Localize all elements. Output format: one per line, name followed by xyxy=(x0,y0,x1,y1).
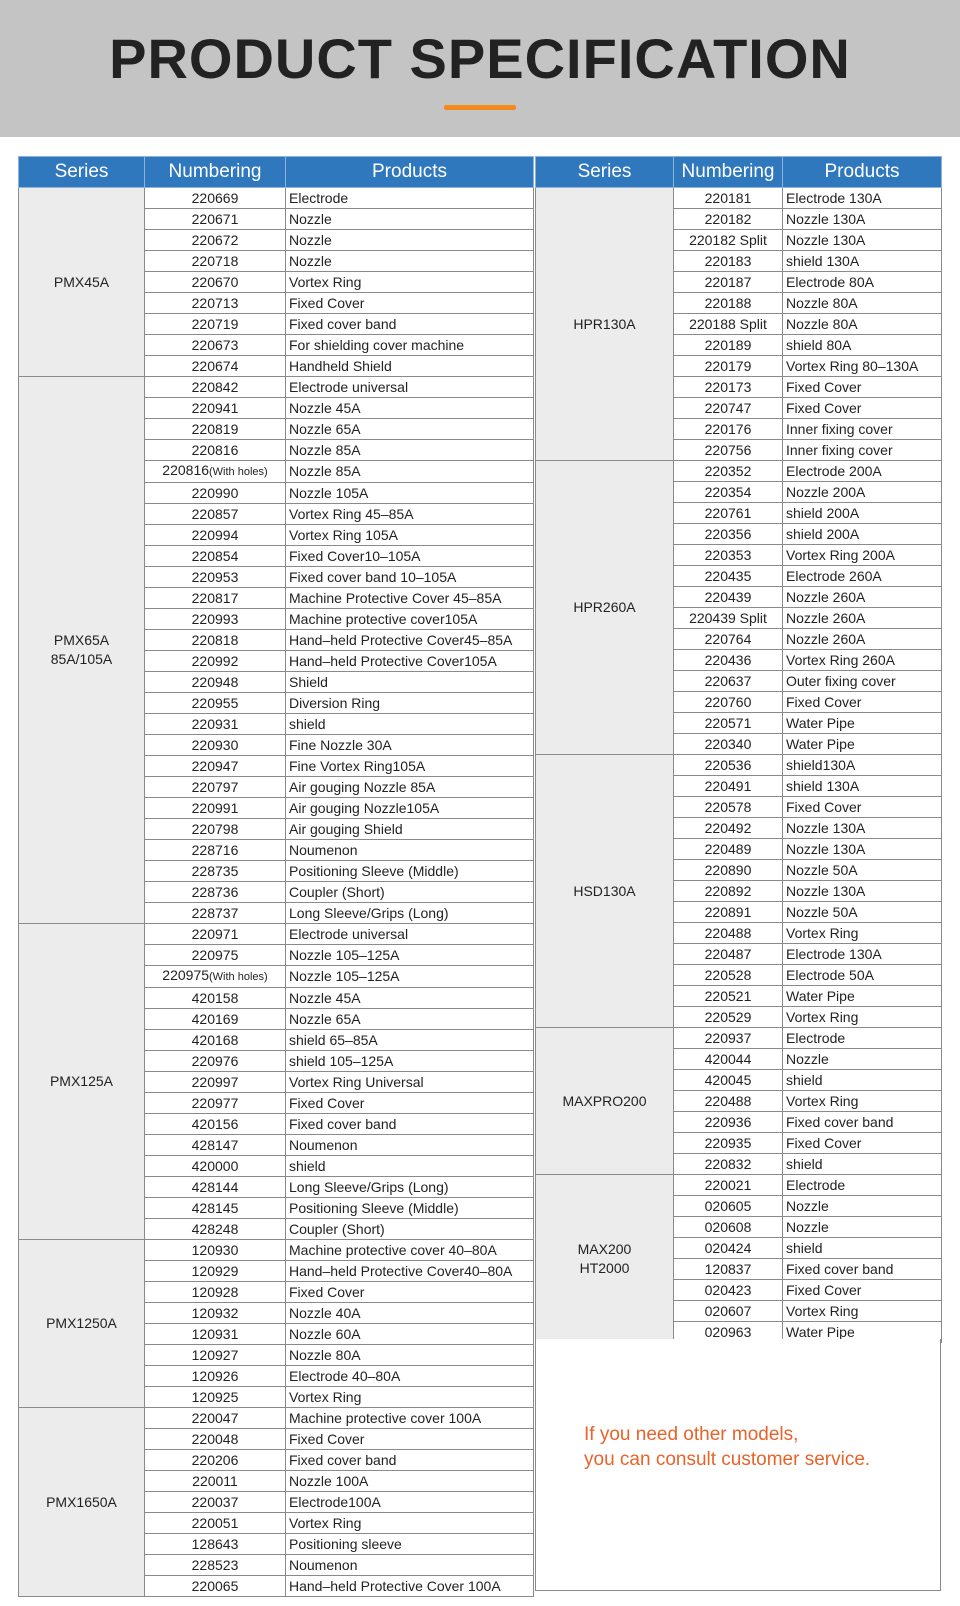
series-name: PMX1650A xyxy=(46,1493,117,1510)
product-cell: Electrode 80A xyxy=(783,272,942,293)
numbering-cell: 220993 xyxy=(145,609,286,630)
product-cell: For shielding cover machine xyxy=(286,335,534,356)
product-cell: Machine protective cover 100A xyxy=(286,1408,534,1429)
numbering-cell: 220718 xyxy=(145,251,286,272)
numbering-cell: 220528 xyxy=(674,965,783,986)
numbering-cell: 228716 xyxy=(145,840,286,861)
product-cell: Hand–held Protective Cover 100A xyxy=(286,1576,534,1597)
product-cell: Coupler (Short) xyxy=(286,1219,534,1240)
product-cell: Vortex Ring 260A xyxy=(783,650,942,671)
product-cell: Water Pipe xyxy=(783,986,942,1007)
product-cell: Nozzle 260A xyxy=(783,608,942,629)
numbering-cell xyxy=(145,966,286,988)
table-row xyxy=(536,188,942,209)
numbering-cell: 220048 xyxy=(145,1429,286,1450)
numbering-cell: 220206 xyxy=(145,1450,286,1471)
numbering-cell: 220797 xyxy=(145,777,286,798)
numbering-cell: 220857 xyxy=(145,504,286,525)
numbering-cell: 020608 xyxy=(674,1217,783,1238)
product-cell: shield xyxy=(286,714,534,735)
numbering-cell: 220188 xyxy=(674,293,783,314)
numbering-cell: 220179 xyxy=(674,356,783,377)
product-cell: Nozzle 105A xyxy=(286,483,534,504)
product-cell: Long Sleeve/Grips (Long) xyxy=(286,1177,534,1198)
numbering-cell: 220936 xyxy=(674,1112,783,1133)
numbering-cell: 220764 xyxy=(674,629,783,650)
series-header: Series xyxy=(19,157,145,188)
product-cell: Electrode xyxy=(783,1028,942,1049)
series-cell xyxy=(536,1028,674,1175)
numbering-cell: 220713 xyxy=(145,293,286,314)
product-cell: Nozzle 105–125A xyxy=(286,966,534,988)
right-spec-table xyxy=(535,156,942,1343)
numbering-cell: 120925 xyxy=(145,1387,286,1408)
series-cell xyxy=(19,377,145,924)
numbering-cell: 220994 xyxy=(145,525,286,546)
numbering-header: Numbering xyxy=(145,157,286,188)
product-cell: Nozzle 65A xyxy=(286,419,534,440)
table-header-row xyxy=(536,157,942,188)
numbering-cell: 120927 xyxy=(145,1345,286,1366)
product-cell: Nozzle 130A xyxy=(783,230,942,251)
numbering-cell: 120926 xyxy=(145,1366,286,1387)
product-cell: Fixed Cover xyxy=(783,692,942,713)
product-cell: Nozzle xyxy=(783,1049,942,1070)
numbering-cell: 220491 xyxy=(674,776,783,797)
numbering-cell: 220489 xyxy=(674,839,783,860)
numbering-cell: 420156 xyxy=(145,1114,286,1135)
product-cell: Electrode xyxy=(286,188,534,209)
series-name: 85A/105A xyxy=(50,651,113,667)
numbering-cell: 220719 xyxy=(145,314,286,335)
product-cell: Nozzle 130A xyxy=(783,209,942,230)
numbering-cell: 220756 xyxy=(674,440,783,461)
series-name: PMX65A xyxy=(53,632,110,648)
numbering-cell: 220488 xyxy=(674,1091,783,1112)
numbering-cell: 220183 xyxy=(674,251,783,272)
product-cell: Nozzle 100A xyxy=(286,1471,534,1492)
part-number-note: (With holes) xyxy=(209,466,268,478)
numbering-cell: 220931 xyxy=(145,714,286,735)
product-cell: Hand–held Protective Cover40–80A xyxy=(286,1261,534,1282)
product-cell: Nozzle 130A xyxy=(783,818,942,839)
numbering-cell: 220189 xyxy=(674,335,783,356)
numbering-cell: 120932 xyxy=(145,1303,286,1324)
table-row xyxy=(536,1028,942,1049)
numbering-cell: 220529 xyxy=(674,1007,783,1028)
product-cell: Vortex Ring xyxy=(783,1091,942,1112)
numbering-cell: 220674 xyxy=(145,356,286,377)
numbering-cell: 228737 xyxy=(145,903,286,924)
numbering-cell xyxy=(145,461,286,483)
product-cell: shield xyxy=(783,1238,942,1259)
numbering-cell: 228735 xyxy=(145,861,286,882)
series-name: HT2000 xyxy=(579,1259,630,1276)
product-cell: Nozzle 60A xyxy=(286,1324,534,1345)
table-row xyxy=(536,461,942,482)
numbering-cell: 220819 xyxy=(145,419,286,440)
table-row xyxy=(536,1175,942,1196)
product-cell: shield 80A xyxy=(783,335,942,356)
table-row xyxy=(19,188,534,209)
product-cell: shield 105–125A xyxy=(286,1051,534,1072)
product-cell: Water Pipe xyxy=(783,1322,942,1343)
product-cell: Fixed cover band xyxy=(286,1450,534,1471)
product-cell: Fixed cover band xyxy=(783,1112,942,1133)
numbering-cell: 220761 xyxy=(674,503,783,524)
product-cell: Nozzle 105–125A xyxy=(286,945,534,966)
product-cell: Nozzle 260A xyxy=(783,629,942,650)
product-cell: Noumenon xyxy=(286,840,534,861)
numbering-cell: 220670 xyxy=(145,272,286,293)
numbering-cell: 220977 xyxy=(145,1093,286,1114)
numbering-cell: 220487 xyxy=(674,944,783,965)
series-cell xyxy=(536,1175,674,1343)
product-cell: Nozzle xyxy=(286,251,534,272)
numbering-cell: 220439 Split xyxy=(674,608,783,629)
numbering-cell: 220818 xyxy=(145,630,286,651)
numbering-header: Numbering xyxy=(674,157,783,188)
product-cell: shield xyxy=(783,1070,942,1091)
numbering-cell: 220997 xyxy=(145,1072,286,1093)
note-box xyxy=(535,1339,941,1591)
numbering-cell: 020424 xyxy=(674,1238,783,1259)
product-cell: Machine protective cover105A xyxy=(286,609,534,630)
product-cell: Nozzle xyxy=(286,230,534,251)
numbering-cell: 220890 xyxy=(674,860,783,881)
page-title: PRODUCT SPECIFICATION xyxy=(109,27,851,90)
product-cell: shield xyxy=(783,1154,942,1175)
customer-service-note xyxy=(584,1422,870,1472)
series-name: HPR130A xyxy=(573,315,636,332)
numbering-cell: 220181 xyxy=(674,188,783,209)
numbering-cell: 220672 xyxy=(145,230,286,251)
numbering-cell: 428144 xyxy=(145,1177,286,1198)
numbering-cell: 220891 xyxy=(674,902,783,923)
numbering-cell: 220047 xyxy=(145,1408,286,1429)
numbering-cell: 220065 xyxy=(145,1576,286,1597)
product-cell: Fixed Cover xyxy=(286,1429,534,1450)
numbering-cell: 220354 xyxy=(674,482,783,503)
product-cell: Air gouging Nozzle105A xyxy=(286,798,534,819)
numbering-cell: 420169 xyxy=(145,1009,286,1030)
numbering-cell: 220176 xyxy=(674,419,783,440)
series-cell xyxy=(536,188,674,461)
product-cell: Positioning Sleeve (Middle) xyxy=(286,1198,534,1219)
series-name: PMX125A xyxy=(49,1073,114,1089)
product-cell: Electrode universal xyxy=(286,377,534,398)
numbering-cell: 220941 xyxy=(145,398,286,419)
numbering-cell: 220173 xyxy=(674,377,783,398)
product-cell: Vortex Ring 200A xyxy=(783,545,942,566)
product-cell: Long Sleeve/Grips (Long) xyxy=(286,903,534,924)
product-cell: Nozzle 130A xyxy=(783,839,942,860)
numbering-cell: 120930 xyxy=(145,1240,286,1261)
series-cell xyxy=(19,1240,145,1408)
table-row xyxy=(19,1408,534,1429)
product-cell: Positioning sleeve xyxy=(286,1534,534,1555)
numbering-cell: 220935 xyxy=(674,1133,783,1154)
product-cell: Diversion Ring xyxy=(286,693,534,714)
numbering-cell: 220051 xyxy=(145,1513,286,1534)
numbering-cell: 020607 xyxy=(674,1301,783,1322)
product-cell: Handheld Shield xyxy=(286,356,534,377)
product-cell: Fixed Cover xyxy=(286,293,534,314)
product-cell: Vortex Ring xyxy=(286,272,534,293)
product-cell: Coupler (Short) xyxy=(286,882,534,903)
product-cell: Hand–held Protective Cover45–85A xyxy=(286,630,534,651)
numbering-cell: 220356 xyxy=(674,524,783,545)
product-cell: shield 200A xyxy=(783,524,942,545)
product-cell: Vortex Ring 105A xyxy=(286,525,534,546)
numbering-cell: 220521 xyxy=(674,986,783,1007)
numbering-cell: 428147 xyxy=(145,1135,286,1156)
numbering-cell: 220937 xyxy=(674,1028,783,1049)
product-cell: Outer fixing cover xyxy=(783,671,942,692)
product-cell: Nozzle 50A xyxy=(783,902,942,923)
numbering-cell: 128643 xyxy=(145,1534,286,1555)
product-cell: Electrode xyxy=(783,1175,942,1196)
product-cell: Vortex Ring 80–130A xyxy=(783,356,942,377)
numbering-cell: 420158 xyxy=(145,988,286,1009)
numbering-cell: 220832 xyxy=(674,1154,783,1175)
product-cell: Fixed Cover xyxy=(783,1133,942,1154)
numbering-cell: 220991 xyxy=(145,798,286,819)
numbering-cell: 220798 xyxy=(145,819,286,840)
product-cell: Fine Vortex Ring105A xyxy=(286,756,534,777)
product-cell: Noumenon xyxy=(286,1555,534,1576)
product-cell: Fixed cover band 10–105A xyxy=(286,567,534,588)
product-cell: shield xyxy=(286,1156,534,1177)
numbering-cell: 420045 xyxy=(674,1070,783,1091)
product-cell: Water Pipe xyxy=(783,713,942,734)
part-number-note: (With holes) xyxy=(209,971,268,983)
numbering-cell: 220669 xyxy=(145,188,286,209)
table-header-row xyxy=(19,157,534,188)
product-cell: Vortex Ring xyxy=(783,923,942,944)
part-number: 220816 xyxy=(162,462,210,478)
product-cell: Electrode 40–80A xyxy=(286,1366,534,1387)
numbering-cell: 220436 xyxy=(674,650,783,671)
table-row xyxy=(536,755,942,776)
product-cell: Noumenon xyxy=(286,1135,534,1156)
product-cell: shield 130A xyxy=(783,251,942,272)
series-name: PMX1250A xyxy=(46,1315,117,1331)
series-name: PMX45A xyxy=(53,273,110,290)
numbering-cell: 220975 xyxy=(145,945,286,966)
product-cell: Inner fixing cover xyxy=(783,419,942,440)
product-cell: Air gouging Nozzle 85A xyxy=(286,777,534,798)
numbering-cell: 420000 xyxy=(145,1156,286,1177)
numbering-cell: 220011 xyxy=(145,1471,286,1492)
numbering-cell: 228736 xyxy=(145,882,286,903)
table-row xyxy=(19,924,534,945)
product-cell: Fixed Cover xyxy=(783,377,942,398)
product-cell: shield 200A xyxy=(783,503,942,524)
product-cell: Fixed cover band xyxy=(783,1259,942,1280)
product-cell: Nozzle xyxy=(783,1217,942,1238)
numbering-cell: 220992 xyxy=(145,651,286,672)
product-cell: Nozzle 85A xyxy=(286,461,534,483)
product-cell: Vortex Ring Universal xyxy=(286,1072,534,1093)
left-spec-table xyxy=(18,156,534,1597)
numbering-cell: 220947 xyxy=(145,756,286,777)
table-row xyxy=(19,377,534,398)
product-cell: Water Pipe xyxy=(783,734,942,755)
table-row xyxy=(19,1240,534,1261)
product-cell: Electrode 130A xyxy=(783,944,942,965)
numbering-cell: 220353 xyxy=(674,545,783,566)
product-cell: Electrode 260A xyxy=(783,566,942,587)
product-cell: shield 65–85A xyxy=(286,1030,534,1051)
numbering-cell: 220492 xyxy=(674,818,783,839)
product-cell: Nozzle 40A xyxy=(286,1303,534,1324)
product-cell: Vortex Ring xyxy=(783,1301,942,1322)
product-cell: Nozzle 45A xyxy=(286,988,534,1009)
product-cell: Fixed Cover xyxy=(783,1280,942,1301)
product-cell: Fixed Cover10–105A xyxy=(286,546,534,567)
numbering-cell: 120837 xyxy=(674,1259,783,1280)
numbering-cell: 220021 xyxy=(674,1175,783,1196)
product-cell: Fixed cover band xyxy=(286,1114,534,1135)
numbering-cell: 220990 xyxy=(145,483,286,504)
numbering-cell: 220037 xyxy=(145,1492,286,1513)
product-cell: Fine Nozzle 30A xyxy=(286,735,534,756)
product-cell: Air gouging Shield xyxy=(286,819,534,840)
numbering-cell: 220930 xyxy=(145,735,286,756)
numbering-cell: 220816 xyxy=(145,440,286,461)
product-cell: Electrode 50A xyxy=(783,965,942,986)
products-header: Products xyxy=(783,157,942,188)
numbering-cell: 428248 xyxy=(145,1219,286,1240)
numbering-cell: 420168 xyxy=(145,1030,286,1051)
product-cell: Nozzle 80A xyxy=(783,293,942,314)
product-cell: Nozzle 85A xyxy=(286,440,534,461)
product-cell: Nozzle 80A xyxy=(286,1345,534,1366)
numbering-cell: 228523 xyxy=(145,1555,286,1576)
product-cell: Vortex Ring 45–85A xyxy=(286,504,534,525)
numbering-cell: 420044 xyxy=(674,1049,783,1070)
numbering-cell: 220571 xyxy=(674,713,783,734)
product-cell: Vortex Ring xyxy=(286,1387,534,1408)
product-cell: Nozzle 45A xyxy=(286,398,534,419)
numbering-cell: 428145 xyxy=(145,1198,286,1219)
numbering-cell: 220536 xyxy=(674,755,783,776)
numbering-cell: 220673 xyxy=(145,335,286,356)
products-header: Products xyxy=(286,157,534,188)
numbering-cell: 020423 xyxy=(674,1280,783,1301)
product-cell: Vortex Ring xyxy=(783,1007,942,1028)
numbering-cell: 220955 xyxy=(145,693,286,714)
series-cell xyxy=(19,188,145,377)
numbering-cell: 220352 xyxy=(674,461,783,482)
numbering-cell: 220971 xyxy=(145,924,286,945)
numbering-cell: 220760 xyxy=(674,692,783,713)
product-cell: Fixed Cover xyxy=(783,797,942,818)
part-number: 220975 xyxy=(162,967,210,983)
product-cell: Shield xyxy=(286,672,534,693)
product-cell: Nozzle xyxy=(783,1196,942,1217)
series-header: Series xyxy=(536,157,674,188)
product-cell: Electrode 130A xyxy=(783,188,942,209)
product-cell: Machine protective cover 40–80A xyxy=(286,1240,534,1261)
product-cell: Nozzle 200A xyxy=(783,482,942,503)
numbering-cell: 220842 xyxy=(145,377,286,398)
product-cell: Nozzle 50A xyxy=(783,860,942,881)
product-cell: Vortex Ring xyxy=(286,1513,534,1534)
numbering-cell: 220854 xyxy=(145,546,286,567)
series-cell xyxy=(536,461,674,755)
series-name: MAX200 xyxy=(577,1240,632,1257)
product-cell: Fixed cover band xyxy=(286,314,534,335)
product-cell: Hand–held Protective Cover105A xyxy=(286,651,534,672)
numbering-cell: 220671 xyxy=(145,209,286,230)
numbering-cell: 220948 xyxy=(145,672,286,693)
numbering-cell: 220747 xyxy=(674,398,783,419)
numbering-cell: 220953 xyxy=(145,567,286,588)
product-cell: Electrode100A xyxy=(286,1492,534,1513)
product-cell: Positioning Sleeve (Middle) xyxy=(286,861,534,882)
numbering-cell: 220637 xyxy=(674,671,783,692)
numbering-cell: 220182 Split xyxy=(674,230,783,251)
product-cell: Nozzle 80A xyxy=(783,314,942,335)
numbering-cell: 220439 xyxy=(674,587,783,608)
numbering-cell: 020963 xyxy=(674,1322,783,1343)
note-line: If you need other models, xyxy=(584,1424,799,1445)
product-cell: shield130A xyxy=(783,755,942,776)
numbering-cell: 120929 xyxy=(145,1261,286,1282)
product-cell: Machine Protective Cover 45–85A xyxy=(286,588,534,609)
product-cell: Electrode 200A xyxy=(783,461,942,482)
title-underline xyxy=(444,105,516,110)
series-cell xyxy=(19,924,145,1240)
series-name: HPR260A xyxy=(573,599,636,615)
numbering-cell: 020605 xyxy=(674,1196,783,1217)
numbering-cell: 220488 xyxy=(674,923,783,944)
product-cell: Nozzle xyxy=(286,209,534,230)
numbering-cell: 220892 xyxy=(674,881,783,902)
series-name: HSD130A xyxy=(573,882,636,899)
product-cell: Electrode universal xyxy=(286,924,534,945)
product-cell: Nozzle 260A xyxy=(783,587,942,608)
numbering-cell: 120931 xyxy=(145,1324,286,1345)
header-banner xyxy=(0,0,960,137)
series-cell xyxy=(19,1408,145,1597)
numbering-cell: 220187 xyxy=(674,272,783,293)
product-cell: shield 130A xyxy=(783,776,942,797)
note-line: you can consult customer service. xyxy=(584,1449,871,1470)
numbering-cell: 220182 xyxy=(674,209,783,230)
product-cell: Fixed Cover xyxy=(286,1282,534,1303)
numbering-cell: 220578 xyxy=(674,797,783,818)
numbering-cell: 220188 Split xyxy=(674,314,783,335)
product-cell: Nozzle 130A xyxy=(783,881,942,902)
numbering-cell: 220976 xyxy=(145,1051,286,1072)
product-cell: Fixed Cover xyxy=(286,1093,534,1114)
product-cell: Nozzle 65A xyxy=(286,1009,534,1030)
product-cell: Fixed Cover xyxy=(783,398,942,419)
numbering-cell: 220435 xyxy=(674,566,783,587)
product-cell: Inner fixing cover xyxy=(783,440,942,461)
numbering-cell: 220817 xyxy=(145,588,286,609)
series-name: MAXPRO200 xyxy=(562,1092,647,1109)
numbering-cell: 220340 xyxy=(674,734,783,755)
series-cell xyxy=(536,755,674,1028)
numbering-cell: 120928 xyxy=(145,1282,286,1303)
